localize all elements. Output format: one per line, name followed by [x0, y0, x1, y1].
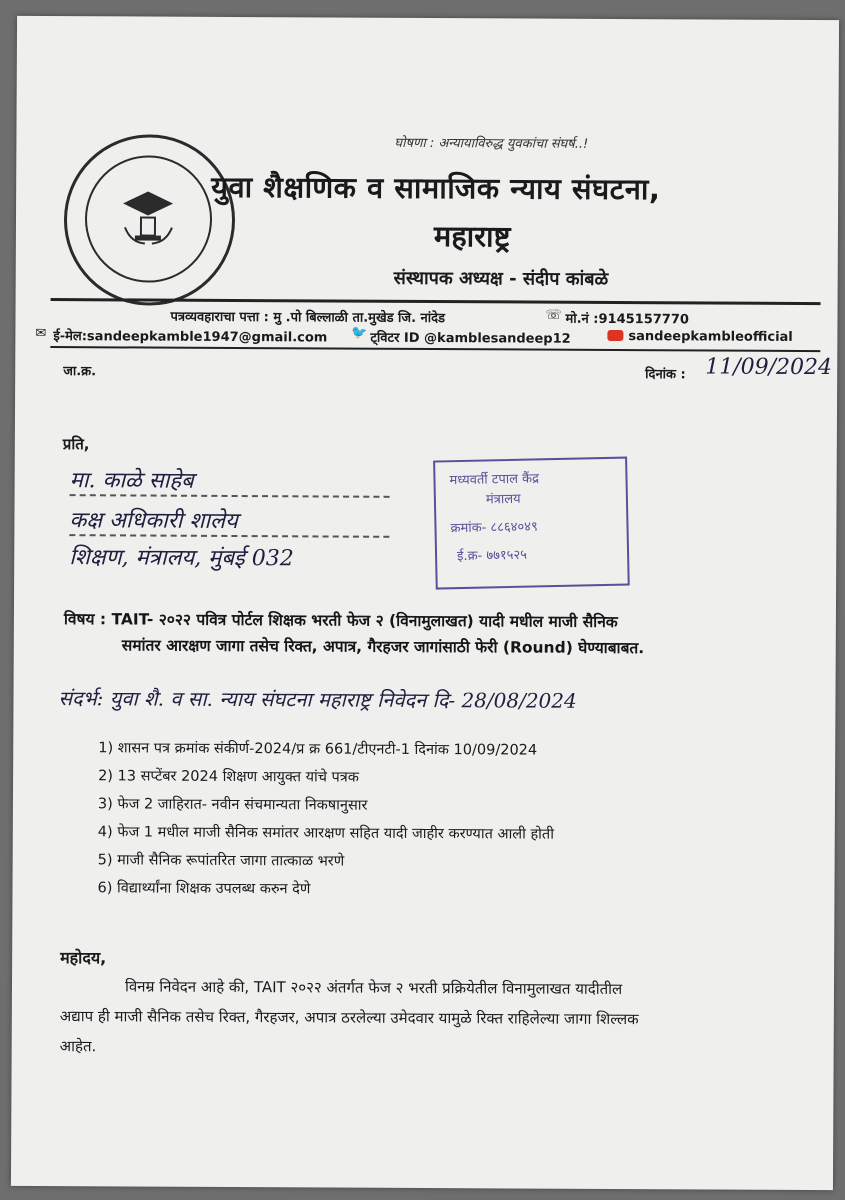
paragraph-line1: विनम्र निवेदन आहे की, TAIT २०२२ अंतर्गत फेज २ भरती प्रक्रियेतील विनामुलाखत यादीतील: [124, 977, 623, 999]
reference-number-label: जा.क्र.: [63, 364, 97, 380]
stamp-line2: मंत्रालय: [485, 491, 521, 508]
list-item: 5) माजी सैनिक रूपांतरित जागा तात्काळ भरणे: [97, 852, 345, 870]
letterhead-divider-top: [51, 298, 821, 305]
list-item: 4) फेज 1 मधील माजी सैनिक समांतर आरक्षण सहित यादी जाहीर करण्यात आली होती: [97, 824, 555, 843]
organization-seal: [64, 134, 236, 306]
recipient-line3: शिक्षण, मंत्रालय, मुंबई 032: [69, 545, 294, 572]
twitter-icon: 🐦: [351, 325, 368, 341]
founder-line: संस्थापक अध्यक्ष - संदीप कांबळे: [393, 267, 609, 290]
list-item: 6) विद्यार्थ्यांना शिक्षक उपलब्ध करुन देणे: [97, 880, 311, 898]
letterhead-divider-bottom: [50, 346, 820, 352]
prati-label: प्रति,: [62, 435, 90, 454]
letter-page: [11, 16, 839, 1190]
phone-number: मो.नं :9145157770: [565, 311, 690, 328]
subject: [64, 606, 804, 662]
youtube-icon: [607, 330, 623, 341]
paragraph-line3: आहेत.: [59, 1037, 97, 1056]
stamp-line4: ई.क्र- ७७१५२५: [456, 547, 528, 565]
recipient-line1: मा. काळे साहेब: [70, 464, 390, 498]
list-item: 1) शासन पत्र क्रमांक संकीर्ण-2024/प्र क्र 661/टीएनटी-1 दिनांक 10/09/2024: [98, 740, 538, 759]
paragraph-line2: अद्याप ही माजी सैनिक तसेच रिक्त, गैरहजर, अपात्र ठरलेल्या उमेदवार यामुळे रिक्त राहिलेल्या जागा शिल्लक: [59, 1007, 639, 1029]
salutation: महोदय,: [60, 948, 107, 968]
stamp-line1: मध्यवर्ती टपाल कैंद्र: [449, 471, 540, 489]
organization-name-line1: युवा शैक्षणिक व सामाजिक न्याय संघटना,: [211, 169, 661, 207]
list-item: 2) 13 सप्टेंबर 2024 शिक्षण आयुक्त यांचे पत्रक: [98, 768, 360, 786]
phone-icon: ☏: [545, 307, 562, 323]
subject-line2: समांतर आरक्षण जागा तसेच रिक्त, अपात्र, गैरहजर जागांसाठी फेरी (Round) घेण्याबाबत.: [121, 636, 645, 658]
recipient-line2: कक्ष अधिकारी शालेय: [69, 504, 389, 538]
graduation-cap-icon: [121, 187, 176, 247]
body-paragraph: [60, 971, 800, 1065]
reference-handwritten: संदर्भ: युवा शै. व सा. न्याय संघटना महाराष्ट्र निवेदन दि- 28/08/2024: [58, 686, 577, 713]
mail-icon: ✉: [35, 325, 47, 342]
date-label: दिनांक :: [645, 367, 686, 383]
postal-address: पत्रव्यवहाराचा पत्ता : मु .पो बिल्लाळी ता.मुखेड जि. नांदेड: [170, 309, 446, 327]
seal-inner-ring: [85, 155, 213, 283]
slogan: घोषणा : अन्यायाविरुद्ध युवकांचा संघर्ष..!: [394, 135, 589, 152]
organization-name-line2: महाराष्ट्र: [433, 219, 511, 254]
youtube-channel: sandeepkambleofficial: [628, 329, 793, 345]
twitter-handle: ट्विटर ID @kamblesandeep12: [370, 330, 571, 347]
subject-line1: विषय : TAIT- २०२२ पवित्र पोर्टल शिक्षक भरती फेज २ (विनामुलाखत) यादी मधील माजी सैनिक: [63, 610, 618, 632]
date-value: 11/09/2024: [705, 354, 833, 381]
reference-list: [97, 734, 554, 904]
postal-stamp: [433, 457, 630, 590]
email-address: ई-मेल:sandeepkamble1947@gmail.com: [53, 329, 328, 346]
list-item: 3) फेज 2 जाहिरात- नवीन संचमान्यता निकषानुसार: [97, 796, 368, 814]
stamp-line3: क्रमांक- ८८६४०४९: [450, 519, 538, 537]
